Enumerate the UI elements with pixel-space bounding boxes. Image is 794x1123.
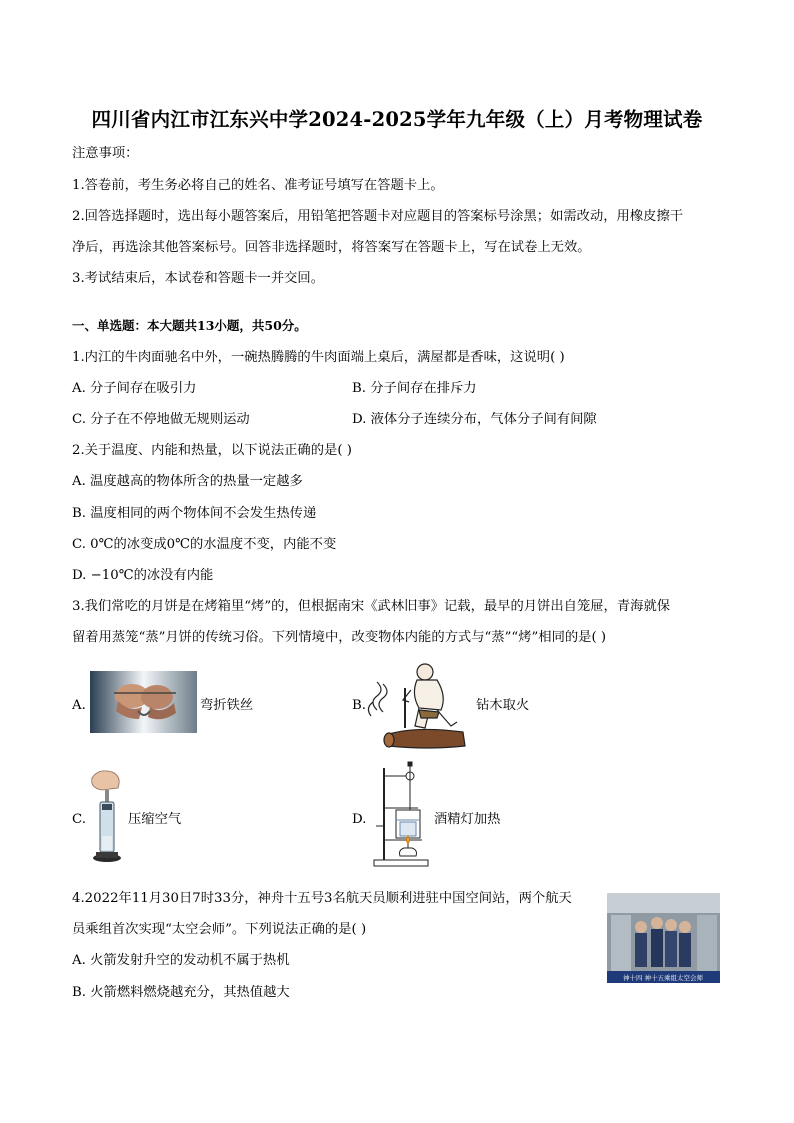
- bending-wire-image: [90, 671, 197, 733]
- q1-option-a: A. 分子间存在吸引力: [72, 381, 197, 396]
- notice-item-2-cont: 净后，再选涂其他答案标号。回答非选择题时，将答案写在答题卡上，写在试卷上无效。: [72, 240, 591, 255]
- q4-stem-line1: 4.2022年11月30日7时33分，神舟十五号3名航天员顺利进驻中国空间站，两个航天: [72, 891, 572, 906]
- q2-option-b: B. 温度相同的两个物体间不会发生热传递: [72, 506, 317, 521]
- q2-option-a: A. 温度越高的物体所含的热量一定越多: [72, 474, 303, 489]
- q3-option-c-letter: C.: [72, 812, 86, 827]
- q2-option-d: D. −10℃的冰没有内能: [72, 568, 214, 583]
- notice-heading: 注意事项：: [72, 146, 139, 161]
- q3-option-a-letter: A.: [72, 698, 86, 713]
- q4-stem-line2: 员乘组首次实现“太空会师”。下列说法正确的是( ): [72, 922, 367, 937]
- q1-option-c: C. 分子在不停地做无规则运动: [72, 412, 250, 427]
- q3-option-c-text: 压缩空气: [128, 812, 182, 827]
- q3-stem-line2: 留着用蒸笼“蒸”月饼的传统习俗。下列情境中，改变物体内能的方式与“蒸”“烤”相同的是( ): [72, 630, 607, 645]
- space-station-photo: [607, 893, 720, 983]
- notice-item-1: 1.答卷前，考生务必将自己的姓名、准考证号填写在答题卡上。: [72, 178, 444, 193]
- air-compression-syringe-image: [88, 768, 126, 868]
- q1-option-b: B. 分子间存在排斥力: [352, 381, 477, 396]
- q3-option-d-text: 酒精灯加热: [434, 812, 501, 827]
- q4-option-b: B. 火箭燃料燃烧越充分，其热值越大: [72, 985, 290, 1000]
- q3-stem-line1: 3.我们常吃的月饼是在烤箱里“烤”的，但根据南宋《武林旧事》记载，最早的月饼出自笼屉，青海就保: [72, 599, 671, 614]
- notice-item-2: 2.回答选择题时，选出每小题答案后，用铅笔把答题卡对应题目的答案标号涂黑；如需改动，用橡皮擦干: [72, 209, 684, 224]
- notice-item-3: 3.考试结束后，本试卷和答题卡一并交回。: [72, 271, 325, 286]
- q2-option-c: C. 0℃的冰变成0℃的水温度不变，内能不变: [72, 537, 337, 552]
- q2-stem: 2.关于温度、内能和热量，以下说法正确的是( ): [72, 443, 352, 458]
- exam-title: 四川省内江市江东兴中学2024-2025学年九年级（上）月考物理试卷: [91, 108, 703, 131]
- q3-option-d-letter: D.: [352, 812, 367, 827]
- q3-option-b-letter: B.: [352, 698, 366, 713]
- drilling-wood-fire-image: [367, 660, 471, 750]
- q1-option-d: D. 液体分子连续分布，气体分子间有间隙: [352, 412, 597, 427]
- section-heading: 一、单选题：本大题共13小题，共50分。: [72, 318, 307, 333]
- photo-caption: 神十四 神十五乘组太空会师: [622, 974, 704, 982]
- q1-stem: 1.内江的牛肉面驰名中外，一碗热腾腾的牛肉面端上桌后，满屋都是香味，这说明( ): [72, 350, 565, 365]
- q4-option-a: A. 火箭发射升空的发动机不属于热机: [72, 953, 290, 968]
- alcohol-lamp-heating-image: [372, 760, 430, 868]
- q3-option-b-text: 钻木取火: [476, 698, 530, 713]
- q3-option-a-text: 弯折铁丝: [200, 698, 254, 713]
